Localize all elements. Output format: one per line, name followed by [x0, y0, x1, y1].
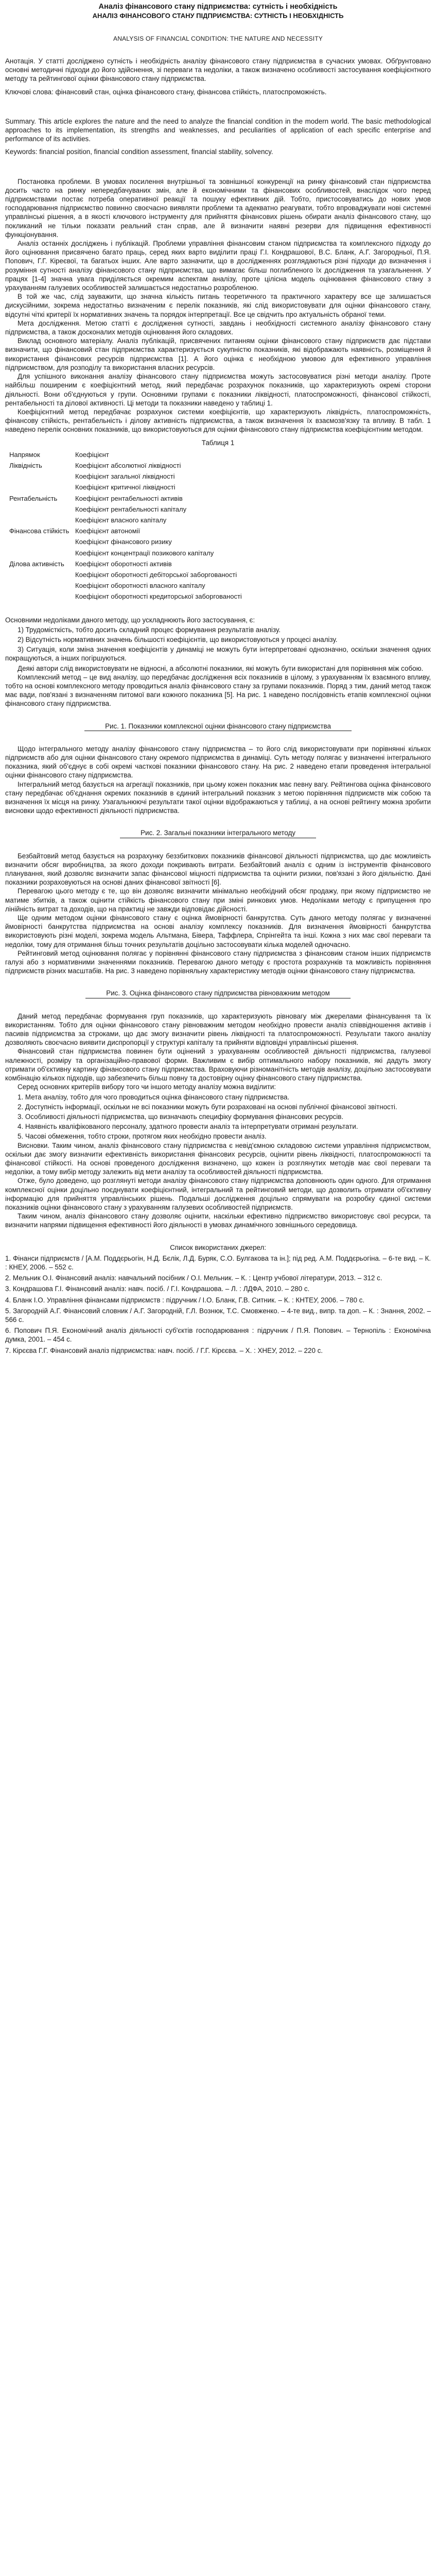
table-cell [7, 504, 73, 515]
table-cell: Коефіцієнт загальної ліквідності [75, 472, 175, 481]
list-item: 2) Відсутність нормативних значень більшості коефіцієнтів, що використовуються у процесі аналізу. [18, 635, 338, 643]
table-cell: Коефіцієнт рентабельності капіталу [75, 505, 187, 513]
table-cell [7, 580, 73, 591]
table-cell: Рентабельність [9, 494, 58, 502]
table-row [7, 515, 254, 526]
article-title-en: ANALYSIS OF FINANCIAL CONDITION: THE NATURE AND NECESSITY [113, 35, 323, 42]
list-item: Деякі автори слід використовувати не відносні, а абсолютні показники, які можуть бути використані для порівняння між собою. [18, 664, 424, 672]
table-row [7, 569, 254, 580]
body-paragraph: Для успішного виконання аналізу фінансового стану підприємства можуть застосовуватися різні методи аналізу. Проте найбільш поширеним є коефіцієнтний метод, який передбачає розрахунок показників, що характеризують окремі сторони діяльності. Вони об'єднуються у групи. Основними групами є показники ліквідності, платоспроможності, фінансової стійкості, рентабельності та ділової активності. Ці методи та показники наведено у таблиці 1. [5, 372, 431, 407]
keywords-uk: Ключові слова: фінансовий стан, оцінка фінансового стану, фінансова стійкість, платоспроможність. [5, 88, 327, 96]
table-cell: Ліквідність [9, 461, 42, 469]
body-paragraph: В той же час, слід зауважити, що значна кількість питань теоретичного та практичного характеру все ще залишається дискусійними, зокрема недостатньо визначеним є перелік показників, які слід використовувати для оцінки фінансового стану, відсутні чіткі критерії їх нормативних значень та порядок інтерпретації. Все це свідчить про актуальність обраної теми. [5, 293, 431, 318]
body-paragraph: Щодо інтегрального методу аналізу фінансового стану підприємства – то його слід використовувати при порівнянні кількох підприємств або для оцінки фінансового стану окремого підприємства в динаміці. Суть методу полягає у визначенні інтегрального показника, який об'єднує в собі окремі часткові показники фінансового стану. На рис. 2 наведено етапи проведення інтегральної оцінки фінансового стану підприємства. [5, 744, 431, 779]
table-header-cell: Напрямок [9, 450, 40, 459]
table-header-cell: Коефіцієнт [75, 450, 109, 459]
reference-item: 4. Бланк І.О. Управління фінансами підприємств : підручник / І.О. Бланк, Г.В. Ситник. – К. : КНТЕУ, 2006. – 780 с. [5, 1296, 365, 1304]
body-paragraph: Висновки. Таким чином, аналіз фінансового стану підприємства є невід'ємною складовою системи управління підприємством, оскільки дає змогу визначити ефективність використання фінансових ресурсів, оцінити рівень ліквідності, платоспроможності та фінансової стійкості. На основі проведеного дослідження визначено, що кожен із розглянутих методів має свої переваги та недоліки, а тому вибір методу залежить від мети аналізу та особливостей діяльності підприємства. [5, 1141, 431, 1176]
list-item: 1. Мета аналізу, тобто для чого проводиться оцінка фінансового стану підприємства. [18, 1093, 290, 1101]
table-cell: Коефіцієнт оборотності кредиторської заборгованості [75, 592, 242, 601]
article-title-caps: АНАЛІЗ ФІНАНСОВОГО СТАНУ ПІДПРИЄМСТВА: СУТНІСТЬ І НЕОБХІДНІСТЬ [92, 12, 344, 20]
body-paragraph: Коефіцієнтний метод передбачає розрахунок системи коефіцієнтів, що характеризують ліквідність, платоспроможність, фінансову стійкість, рентабельність і ділову активність підприємства, а також визначення їх взаємозв'язку та впливу. В табл. 1 наведено перелік основних показників, що використовуються для оцінки фінансового стану підприємства коефіцієнтним методом. [5, 408, 431, 434]
figure-caption-3 [5, 989, 431, 998]
body-paragraph: Постановка проблеми. В умовах посилення внутрішньої та зовнішньої конкуренції на ринку фінансовий стан підприємства досить часто на ринку непередбачуваних змін, але й економічними та фінансових особливостей, внаслідок чого перед підприємствами постає потреба оперативної реакції та пошуку ефективних дій. Тобто, пристосовуватись до нових умов господарювання підприємство повинно своєчасно виявляти проблеми та адекватно реагувати, тобто впроваджувати нові системні управлінські рішення, а в якості ключового інструменту для прийняття фінансових рішень обирати аналіз фінансового стану, що покликаний не тільки показати реальний стан справ, але й визначити наявні резерви для підвищення ефективності функціонування. [5, 177, 431, 239]
table-cell [7, 569, 73, 580]
table-row [7, 558, 254, 569]
reference-item: 7. Кірєєва Г.Г. Фінансовий аналіз підприємства: навч. посіб. / Г.Г. Кірєєва. – Х. : ХНЕУ, 2012. – 220 с. [5, 1346, 323, 1354]
table-cell [7, 471, 73, 482]
table-row [7, 460, 254, 471]
table-cell: Коефіцієнт критичної ліквідності [75, 483, 176, 492]
body-paragraph: Комплексний метод – це вид аналізу, що передбачає дослідження всіх показників в цілому, з урахуванням їх взаємного впливу, тобто на основі комплексного методу проводиться аналіз фінансового стану за групами показників. Поряд з тим, даний метод також має вади, пов'язані з визначенням питомої ваги кожного показника [5]. На рис. 1 наведено послідовність етапів комплексної оцінки фінансового стану підприємства. [5, 673, 431, 708]
reference-item: 6. Попович П.Я. Економічний аналіз діяльності суб'єктів господарювання : підручник / П.Я. Попович. – Тернопіль : Економічна думка, 2001. – 454 с. [5, 1327, 431, 1344]
body-paragraph: Ще одним методом оцінки фінансового стану є оцінка ймовірності банкрутства. Суть даного методу полягає у визначенні ймовірності банкрутства підприємства на основі аналізу комплексу показників. Для визначення ймовірності банкрутства використовують різні моделі, зокрема модель Альтмана, Бівера, Таффлера, Спрінгейта та інші. Кожна з них має свої переваги та недоліки, тому для отримання більш точних результатів доцільно застосовувати кілька моделей одночасно. [5, 914, 431, 948]
body-paragraph: Таким чином, аналіз фінансового стану дозволяє оцінити, наскільки ефективно підприємство використовує свої ресурси, та визначити напрями підвищення ефективності його діяльності в умовах динамічного зовнішнього середовища. [5, 1212, 431, 1229]
table-cell [7, 515, 73, 526]
list-item: 3) Ситуація, коли зміна значення коефіцієнтів у динаміці не можуть бути інтерпретовані однозначно, оскільки значення одних покращуються, а інших погіршуються. [5, 646, 431, 663]
figure-caption-text: Рис. 2. Загальні показники інтегрального методу [120, 828, 316, 838]
list-item: 4. Наявність кваліфікованого персоналу, здатного провести аналіз та інтерпретувати отримані результати. [18, 1123, 358, 1131]
article-title: Аналіз фінансового стану підприємства: сутність і необхідність [98, 3, 338, 11]
table-cell: Коефіцієнт фінансового ризику [75, 538, 172, 546]
table-row [7, 482, 254, 493]
table-cell: Ділова активність [9, 560, 64, 568]
body-paragraph: Фінансовий стан підприємства повинен бути оцінений з урахуванням особливостей діяльності підприємства, галузевої належності, розміру та організаційно-правової форми. Важливим є вибір оптимального набору показників, які дадуть змогу отримати об'єктивну картину фінансового стану підприємства. Враховуючи різноманітність методів аналізу, доцільно застосовувати комбінацію кількох підходів, що забезпечить більш повну та достовірну оцінку фінансового стану підприємства. [5, 1047, 431, 1082]
table-cell [7, 536, 73, 547]
body-paragraph: Безбайтовий метод базується на розрахунку беззбиткових показників фінансової діяльності підприємства, що дає можливість визначити обсяг виробництва, за якого доходи покривають витрати. Безбайтовий аналіз є одним із інструментів фінансового планування, який дозволяє визначити запас фінансової міцності підприємства та оцінити ризики, пов'язані з його діяльністю. Дані показники розраховуються на основі даних фінансової звітності [6]. [5, 852, 431, 887]
table-cell: Коефіцієнт автономії [75, 527, 141, 535]
list-item: 3. Особливості діяльності підприємства, що визначають специфіку формування фінансових ресурсів. [18, 1112, 344, 1121]
table-row [7, 548, 254, 558]
table-row [7, 504, 254, 515]
drawbacks-list [5, 625, 431, 673]
keywords-en: Keywords: financial position, financial condition assessment, financial stability, solvency. [5, 148, 273, 156]
reference-item: 3. Кондрашова Г.І. Фінансовий аналіз: навч. посіб. / Г.І. Кондрашова. – Л. : ЛДФА, 2010. – 280 с. [5, 1285, 310, 1293]
body-paragraph: Рейтинговий метод оцінювання полягає у порівнянні фінансового стану підприємства з фінансовим станом інших підприємств галузі або з нормативними значеннями показників. Перевагою даного методу є простота розрахунків та можливість порівняння підприємств різних масштабів. На рис. 3 наведено порівняльну характеристику методів оцінки фінансового стану підприємства. [5, 949, 431, 975]
table-row [7, 580, 254, 591]
references-heading: Список використаних джерел: [170, 1243, 266, 1251]
table-row [7, 471, 254, 482]
figure-caption-2 [5, 828, 431, 838]
table-row [7, 591, 254, 602]
table-cell: Коефіцієнт оборотності власного капіталу [75, 582, 205, 590]
body-paragraph: Даний метод передбачає формування груп показників, що характеризують рівновагу між джерелами фінансування та їх використанням. Тобто для оцінки фінансового стану рівноважним методом необхідно провести аналіз співвідношення активів і пасивів підприємства за строками, що дає змогу визначити рівень ліквідності та платоспроможності. Результати такого аналізу дозволяють своєчасно виявити диспропорції у структурі капіталу та прийняти відповідні управлінські рішення. [5, 1012, 431, 1047]
figure-caption-text: Рис. 1. Показники комплексної оцінки фінансового стану підприємства [84, 722, 352, 731]
table-cell [7, 548, 73, 558]
body-paragraph: Серед основних критеріїв вибору того чи іншого методу аналізу можна виділити: [18, 1083, 276, 1091]
body-paragraph: Отже, було доведено, що розглянуті методи аналізу фінансового стану підприємства доповнюють один одного. Для отримання комплексної оцінки доцільно поєднувати коефіцієнтний, інтегральний та рейтинговий методи, що дозволить отримати об'єктивну інформацію для прийняття управлінських рішень. Подальші дослідження доцільно спрямувати на розробку єдиної системи показників оцінки фінансового стану з урахуванням галузевих особливостей підприємств. [5, 1177, 431, 1211]
table-cell [7, 591, 73, 602]
table-cell: Коефіцієнт рентабельності активів [75, 494, 183, 502]
reference-item: 5. Загородній А.Г. Фінансовий словник / А.Г. Загородній, Г.Л. Вознюк, Т.С. Смовженко. – 4-те вид., випр. та доп. – К. : Знання, 2002. – 566 с. [5, 1307, 431, 1324]
table-cell: Коефіцієнт власного капіталу [75, 516, 167, 524]
table-cell [7, 482, 73, 493]
table-row [7, 526, 254, 536]
table-cell: Фінансова стійкість [9, 527, 69, 535]
body-paragraph: Аналіз останніх досліджень і публікацій. Проблеми управління фінансовим станом підприємства та комплексного підходу до його оцінювання присвячено багато праць, серед яких варто виділити праці Г.І. Кондрашової, В.С. Бланк, А.Г. Загородньої, П.Я. Попович, Г.Г. Кіреєвої, та багатьох інших. Але варто зазначити, що в дослідженнях розглядаються різні підходи до визначення і розуміння сутності аналізу фінансового стану підприємства, що вимагає більш поглибленого їх дослідження та узагальнення. У працях [1-4] значна увага приділяється окремим аспектам аналізу, проте цілісна модель оцінювання фінансового стану з урахуванням галузевих особливостей залишається недостатньо розробленою. [5, 240, 431, 292]
body-paragraph: Перевагою цього методу є те, що він дозволяє визначити мінімально необхідний обсяг продажу, при якому підприємство не матиме збитків, а також оцінити стійкість фінансового стану при зміні ринкових умов. Недоліками методу є припущення про лінійність витрат та доходів, що на практиці не завжди відповідає дійсності. [5, 887, 431, 913]
table-row [7, 536, 254, 547]
figure-caption-text: Рис. 3. Оцінка фінансового стану підприємства рівноважним методом [85, 989, 350, 998]
body-paragraph: Мета дослідження. Метою статті є дослідження сутності, завдань і необхідності системного аналізу фінансового стану підприємства, а також досконалих методів оцінювання його складових. [5, 319, 431, 336]
body-paragraph: Виклад основного матеріалу. Аналіз публікацій, присвячених питанням оцінки фінансового стану підприємств дає підстави визначити, що фінансовий стан підприємства характеризується сукупністю показників, які відображають наявність, розміщення й використання фінансових ресурсів підприємства [1]. А його оцінка є необхідною умовою для ефективного управління підприємством, для розподілу та використання власних ресурсів. [5, 337, 431, 371]
list-item: 1) Трудомісткість, тобто досить складний процес формування результатів аналізу. [18, 625, 281, 634]
table-caption: Таблиця 1 [201, 438, 235, 447]
table-cell: Коефіцієнт абсолютної ліквідності [75, 461, 181, 469]
figure-caption-1 [5, 722, 431, 731]
reference-item: 2. Мельник О.І. Фінансовий аналіз: навчальний посібник / О.І. Мельник. – К. : Центр учбової літератури, 2013. – 312 с. [5, 1274, 382, 1282]
abstract-uk: Анотація. У статті досліджено сутність і необхідність аналізу фінансового стану підприємства в сучасних умовах. Обґрунтовано основні методичні підходи до його здійснення, зі переваги та недоліки, а також визначено особливості застосування коефіцієнтного методу та рейтингової оцінки фінансового стану підприємства. [5, 57, 431, 83]
table-cell: Коефіцієнт концентрації позикового капіталу [75, 549, 214, 557]
table-row [7, 493, 254, 504]
table-cell: Коефіцієнт оборотності активів [75, 560, 172, 568]
list-item: 5. Часові обмеження, тобто строки, протягом яких необхідно провести аналіз. [18, 1132, 267, 1141]
summary-en: Summary. This article explores the nature and the need to analyze the financial condition in the modern world. The basic methodological approaches to its implementation, its strengths and weaknesses, and peculiarities of application of each specific enterprise and performance of its activities. [5, 117, 431, 143]
body-paragraph: Основними недоліками даного методу, що ускладнюють його застосування, є: [5, 616, 255, 624]
table-cell: Коефіцієнт оборотності дебіторської заборгованості [75, 570, 237, 579]
body-paragraph: Інтегральний метод базується на агрегації показників, при цьому кожен показник має певну вагу. Рейтингова оцінка фінансового стану передбачає об'єднання окремих показників в єдиний інтегральний показник з метою порівняння підприємств між собою та визначення їх місця на ринку. Узагальнюючі результати такої оцінки відображаються у таблиці, а на основі рейтингу можна зробити висновки щодо ефективності діяльності підприємства. [5, 780, 431, 815]
references [5, 1243, 431, 1355]
reference-item: 1. Фінанси підприємств / [А.М. Поддєрьогін, Н.Д. Бєлік, Л.Д. Буряк, С.О. Булгакова та ін.]; під ред. А.М. Поддєрьогіна. – 6-те вид. – К. : КНЕУ, 2006. – 552 с. [5, 1254, 431, 1271]
list-item: 2. Доступність інформації, оскільки не всі показники можуть бути розраховані на основі публічної фінансової звітності. [18, 1103, 397, 1111]
criteria-list [5, 1093, 431, 1141]
table-coefficients [7, 449, 254, 602]
